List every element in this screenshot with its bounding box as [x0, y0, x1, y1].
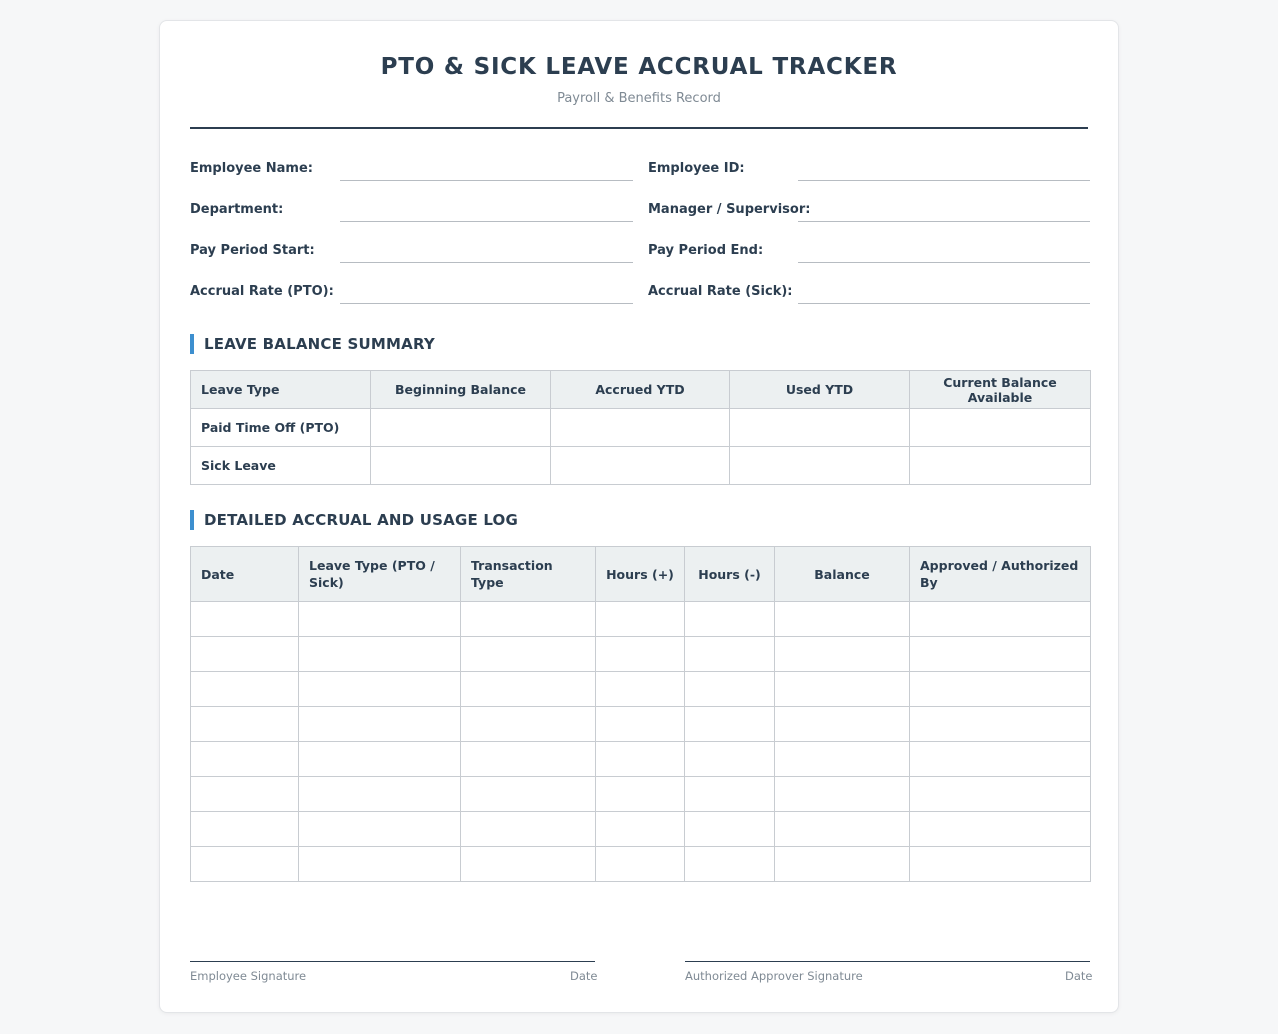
log-cell[interactable] — [299, 812, 461, 847]
summary-cell[interactable] — [551, 409, 730, 447]
log-cell[interactable] — [685, 777, 775, 812]
form-sheet — [159, 20, 1119, 1013]
log-cell[interactable] — [299, 602, 461, 637]
summary-cell[interactable] — [371, 409, 551, 447]
summary-section-title: LEAVE BALANCE SUMMARY — [190, 334, 435, 354]
pay-period-end-label: Pay Period End: — [648, 243, 764, 258]
log-header-hours-plus: Hours (+) — [596, 547, 685, 602]
log-header-transaction-type: Transaction Type — [461, 547, 596, 602]
log-cell[interactable] — [299, 707, 461, 742]
log-cell[interactable] — [596, 637, 685, 672]
accrual-rate-sick-field[interactable] — [798, 280, 1090, 304]
summary-cell[interactable] — [551, 447, 730, 485]
log-cell[interactable] — [191, 742, 299, 777]
log-cell[interactable] — [299, 742, 461, 777]
log-row — [191, 812, 1091, 847]
approver-date-label: Date — [1065, 969, 1093, 983]
accrual-rate-pto-field[interactable] — [340, 280, 633, 304]
log-cell[interactable] — [461, 847, 596, 882]
employee-id-label: Employee ID: — [648, 161, 745, 176]
log-cell[interactable] — [775, 812, 910, 847]
summary-cell[interactable] — [730, 447, 910, 485]
log-cell[interactable] — [910, 707, 1091, 742]
summary-header-row — [191, 371, 1091, 409]
summary-cell[interactable] — [371, 447, 551, 485]
employee-signature-label: Employee Signature — [190, 969, 307, 983]
log-cell[interactable] — [191, 847, 299, 882]
log-cell[interactable] — [191, 637, 299, 672]
log-header-hours-minus: Hours (-) — [685, 547, 775, 602]
log-cell[interactable] — [910, 672, 1091, 707]
accrual-usage-log-table — [190, 546, 1091, 882]
log-cell[interactable] — [299, 672, 461, 707]
log-header-balance: Balance — [775, 547, 910, 602]
log-cell[interactable] — [775, 847, 910, 882]
log-cell[interactable] — [775, 672, 910, 707]
log-header-date: Date — [191, 547, 299, 602]
summary-header-used-ytd: Used YTD — [730, 371, 910, 409]
summary-cell[interactable] — [910, 409, 1091, 447]
summary-header-current-balance: Current Balance Available — [910, 371, 1091, 409]
log-cell[interactable] — [461, 742, 596, 777]
log-cell[interactable] — [685, 672, 775, 707]
log-cell[interactable] — [461, 637, 596, 672]
manager-label: Manager / Supervisor: — [648, 202, 811, 217]
leave-balance-summary-table — [190, 370, 1091, 485]
log-cell[interactable] — [596, 847, 685, 882]
summary-row-pto — [191, 409, 1091, 447]
log-row — [191, 602, 1091, 637]
log-cell[interactable] — [596, 812, 685, 847]
log-cell[interactable] — [191, 707, 299, 742]
employee-name-field[interactable] — [340, 157, 633, 181]
page-subtitle: Payroll & Benefits Record — [557, 91, 721, 106]
log-cell[interactable] — [299, 637, 461, 672]
log-cell[interactable] — [299, 777, 461, 812]
accrual-rate-pto-label: Accrual Rate (PTO): — [190, 284, 334, 299]
pay-period-start-field[interactable] — [340, 239, 633, 263]
log-cell[interactable] — [775, 777, 910, 812]
log-cell[interactable] — [775, 707, 910, 742]
log-cell[interactable] — [596, 672, 685, 707]
log-cell[interactable] — [461, 707, 596, 742]
log-cell[interactable] — [775, 742, 910, 777]
employee-date-label: Date — [570, 969, 598, 983]
department-label: Department: — [190, 202, 284, 217]
log-row — [191, 847, 1091, 882]
employee-name-label: Employee Name: — [190, 161, 313, 176]
log-row — [191, 777, 1091, 812]
log-cell[interactable] — [910, 637, 1091, 672]
log-cell[interactable] — [910, 602, 1091, 637]
log-row — [191, 672, 1091, 707]
log-cell[interactable] — [461, 777, 596, 812]
log-row — [191, 707, 1091, 742]
summary-header-leave-type: Leave Type — [191, 371, 371, 409]
log-cell[interactable] — [910, 812, 1091, 847]
log-cell[interactable] — [461, 602, 596, 637]
log-cell[interactable] — [910, 742, 1091, 777]
summary-header-beginning-balance: Beginning Balance — [371, 371, 551, 409]
log-cell[interactable] — [685, 637, 775, 672]
log-cell[interactable] — [299, 847, 461, 882]
log-cell[interactable] — [596, 602, 685, 637]
log-cell[interactable] — [461, 672, 596, 707]
log-cell[interactable] — [685, 812, 775, 847]
log-cell[interactable] — [596, 777, 685, 812]
department-field[interactable] — [340, 198, 633, 222]
employee-signature-line[interactable] — [190, 961, 595, 962]
log-cell[interactable] — [596, 707, 685, 742]
log-header-row — [191, 547, 1091, 602]
log-section-title: DETAILED ACCRUAL AND USAGE LOG — [190, 510, 518, 530]
log-cell[interactable] — [910, 777, 1091, 812]
log-cell[interactable] — [191, 602, 299, 637]
log-header-leave-type: Leave Type (PTO / Sick) — [299, 547, 461, 602]
log-row — [191, 637, 1091, 672]
log-cell[interactable] — [775, 637, 910, 672]
pay-period-end-field[interactable] — [798, 239, 1090, 263]
log-cell[interactable] — [775, 602, 910, 637]
approver-signature-label: Authorized Approver Signature — [685, 969, 863, 983]
log-row — [191, 742, 1091, 777]
log-cell[interactable] — [596, 742, 685, 777]
log-cell[interactable] — [461, 812, 596, 847]
employee-id-field[interactable] — [798, 157, 1090, 181]
summary-cell[interactable] — [910, 447, 1091, 485]
summary-row-label: Sick Leave — [191, 447, 371, 485]
log-cell[interactable] — [910, 847, 1091, 882]
log-cell[interactable] — [191, 812, 299, 847]
header-divider — [190, 127, 1088, 129]
pay-period-start-label: Pay Period Start: — [190, 243, 315, 258]
summary-row-label: Paid Time Off (PTO) — [191, 409, 371, 447]
summary-header-accrued-ytd: Accrued YTD — [551, 371, 730, 409]
summary-cell[interactable] — [730, 409, 910, 447]
log-cell[interactable] — [685, 602, 775, 637]
log-header-approved-by: Approved / Authorized By — [910, 547, 1091, 602]
log-cell[interactable] — [685, 707, 775, 742]
manager-field[interactable] — [798, 198, 1090, 222]
approver-signature-line[interactable] — [685, 961, 1090, 962]
accrual-rate-sick-label: Accrual Rate (Sick): — [648, 284, 793, 299]
log-cell[interactable] — [191, 672, 299, 707]
page-title: PTO & SICK LEAVE ACCRUAL TRACKER — [380, 54, 898, 80]
log-cell[interactable] — [191, 777, 299, 812]
summary-row-sick — [191, 447, 1091, 485]
log-cell[interactable] — [685, 742, 775, 777]
log-cell[interactable] — [685, 847, 775, 882]
